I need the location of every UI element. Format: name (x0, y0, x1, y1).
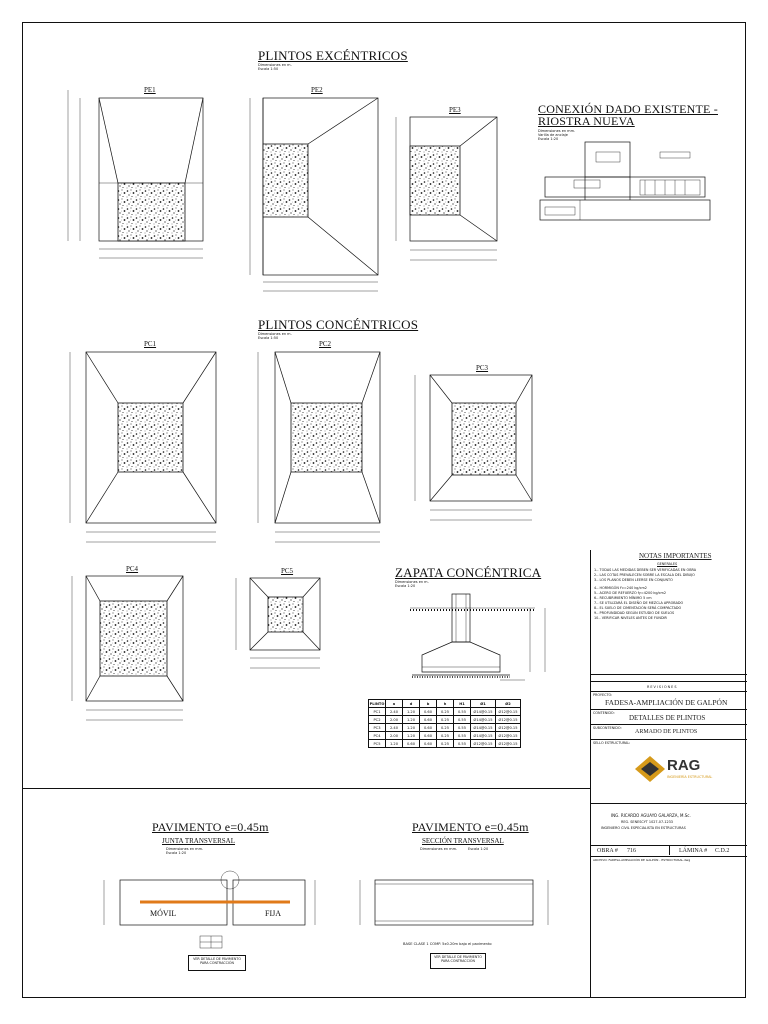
note-conexion-dim: Dimensiones en mm. (538, 129, 576, 133)
pavimento-seccion-detail (360, 880, 548, 925)
nota-9: 9.- PROFUNDIDAD SEGÚN ESTUDIO DE SUELOS (594, 611, 675, 615)
label-pe1: PE1 (144, 86, 156, 94)
heading-pavimento-seccion: PAVIMENTO e=0.45m (412, 820, 529, 834)
table-header-cell: a (386, 700, 403, 708)
note-seccion-base: BASE CLASE 1 COMP. 5x0.20m bajo el pavimento (403, 942, 492, 946)
plinto-pc2 (258, 352, 380, 542)
tb-divider (591, 691, 747, 692)
heading-plintos-excentricos: PLINTOS EXCÉNTRICOS (258, 48, 408, 63)
tb-divider (591, 724, 747, 725)
heading-zapata: ZAPATA CONCÉNTRICA (395, 565, 542, 580)
table-row (369, 716, 521, 724)
label-movil: MÓVIL (150, 909, 177, 918)
title-block (590, 550, 746, 998)
firma-line-1: ING. RICARDO AGUAYO GALARZA, M.Sc. (611, 813, 691, 818)
table-cell: Ø12@0.15 (496, 740, 521, 748)
table-row (369, 732, 521, 740)
lamina-label: LÁMINA # (679, 848, 708, 854)
pavimento-junta-detail (104, 871, 315, 948)
table-cell: 0.60 (420, 732, 437, 740)
plinto-pe1 (68, 90, 203, 258)
note-seccion-scale: Escala 1:20 (468, 847, 489, 851)
plinto-pe3 (396, 117, 497, 260)
table-cell: 0.60 (403, 740, 420, 748)
table-header-cell: Ø2 (496, 700, 521, 708)
table-cell: Ø12@0.15 (471, 740, 496, 748)
heading-plintos-concentricos: PLINTOS CONCÉNTRICOS (258, 317, 419, 332)
label-pe2: PE2 (311, 86, 323, 94)
table-cell: 1.20 (386, 740, 403, 748)
contenido-label: CONTENIDO: (593, 711, 615, 715)
table-cell: PC3 (369, 724, 386, 732)
tb-divider (591, 856, 747, 857)
plinto-pe2 (250, 98, 378, 291)
note-junta-scale: Escala 1:20 (166, 851, 187, 855)
heading-conexion-2: RIOSTRA NUEVA (538, 114, 635, 128)
table-header-cell: Ø1 (471, 700, 496, 708)
table-cell: 0.60 (420, 740, 437, 748)
proyecto-value: FADESA-AMPLIACIÓN DE GALPÓN (605, 698, 728, 707)
table-cell: PC1 (369, 708, 386, 716)
table-cell: 0.55 (454, 716, 471, 724)
table-cell: 1.20 (403, 708, 420, 716)
nota-2: 2.- LAS COTAS PREVALECEN SOBRE LA ESCALA DEL DIBUJO (594, 573, 695, 577)
heading-pavimento-junta: PAVIMENTO e=0.45m (152, 820, 269, 834)
table-cell: Ø12@0.15 (496, 724, 521, 732)
table-row (369, 708, 521, 716)
note-concentricos-scale: Escala 1:50 (258, 336, 279, 340)
zapata-table (368, 699, 521, 748)
label-fija: FIJA (265, 909, 282, 918)
table-cell: 0.25 (437, 716, 454, 724)
table-header-cell: b (420, 700, 437, 708)
table-cell: Ø14@0.15 (471, 732, 496, 740)
table-cell: 0.60 (420, 708, 437, 716)
tb-divider (591, 709, 747, 710)
label-pc4: PC4 (126, 565, 139, 573)
table-row (369, 724, 521, 732)
archivo-text: ARCHIVO: FADESA-AMPLIACIÓN DE GALPÓN - ESTRUCTURAL.dwg (593, 858, 691, 862)
logo-text: RAG (667, 757, 701, 774)
tb-divider (591, 803, 747, 804)
table-cell: Ø14@0.15 (471, 724, 496, 732)
table-header-cell: h (437, 700, 454, 708)
label-pc3: PC3 (476, 364, 489, 372)
proyecto-label: PROYECTO: (593, 693, 613, 697)
note-seccion-dim: Dimensiones en mm. (420, 847, 458, 851)
heading-conexion-1: CONEXIÓN DADO EXISTENTE - (538, 102, 718, 116)
table-cell: Ø12@0.15 (496, 716, 521, 724)
plinto-pc5 (236, 578, 320, 668)
table-cell: 2.40 (386, 708, 403, 716)
tb-divider (591, 674, 747, 675)
subcontenido-value: ARMADO DE PLINTOS (635, 729, 698, 735)
note-junta-dim: Dimensiones en mm. (166, 847, 204, 851)
nota-4: 4.- HORMIGÓN f'c=240 kg/cm2 (594, 586, 647, 590)
nota-6: 6.- RECUBRIMIENTO MÍNIMO 5 cm (594, 596, 652, 600)
table-row (369, 740, 521, 748)
plinto-pc4 (72, 576, 183, 720)
note-zapata-scale: Escala 1:20 (395, 584, 416, 588)
revisiones-label: REVISIONES (647, 685, 678, 689)
table-cell: PC4 (369, 732, 386, 740)
subcontenido-label: SUBCONTENIDO: (593, 726, 622, 730)
table-cell: Ø14@0.15 (471, 716, 496, 724)
table-cell: Ø12@0.15 (496, 732, 521, 740)
table-header-cell: H1 (454, 700, 471, 708)
note-box-seccion: VER DETALLE DE PAVIMENTO PARA CONTRACCIÓN (430, 953, 486, 969)
tb-divider (591, 681, 747, 682)
table-cell: 2.00 (386, 716, 403, 724)
table-cell: 0.55 (454, 724, 471, 732)
label-pc1: PC1 (144, 340, 157, 348)
nota-10: 10.- VERIFICAR NIVELES ANTES DE FUNDIR (594, 616, 667, 620)
note-zapata-dim: Dimensiones en m. (395, 580, 429, 584)
note-conexion-scale: Escala 1:20 (538, 137, 559, 141)
table-cell: 0.25 (437, 740, 454, 748)
table-cell: 1.20 (403, 732, 420, 740)
firma-line-2: REG. SENESCYT 1027-07-1233 (621, 820, 673, 824)
label-pc5: PC5 (281, 567, 294, 575)
table-cell: PC5 (369, 740, 386, 748)
table-cell: 0.55 (454, 740, 471, 748)
table-cell: 0.25 (437, 724, 454, 732)
table-cell: 0.55 (454, 708, 471, 716)
table-cell: 2.40 (386, 724, 403, 732)
label-pc2: PC2 (319, 340, 332, 348)
logo-subtext: INGENIERÍA ESTRUCTURAL (667, 775, 713, 779)
tb-divider (591, 739, 747, 740)
table-cell: 0.25 (437, 732, 454, 740)
table-cell: 2.00 (386, 732, 403, 740)
rag-logo-icon (635, 756, 665, 782)
contenido-value: DETALLES DE PLINTOS (629, 714, 706, 722)
subheading-junta: JUNTA TRANSVERSAL (162, 837, 236, 845)
table-cell: Ø14@0.15 (471, 708, 496, 716)
table-cell: 1.20 (403, 724, 420, 732)
conexion-detail (540, 142, 710, 220)
nota-1: 1.- TODAS LAS MEDIDAS DEBEN SER VERIFICADAS EN OBRA (594, 568, 697, 572)
note-conexion-anchor: Varilla de anclaje (538, 133, 568, 137)
table-cell: 0.55 (454, 732, 471, 740)
table-cell: Ø12@0.15 (496, 708, 521, 716)
sello-label: SELLO ESTRUCTURAL: (593, 741, 631, 745)
nota-3: 3.- LOS PLANOS DEBEN LEERSE EN CONJUNTO (594, 578, 673, 582)
obra-value: 716 (627, 848, 636, 854)
tb-vdivider (669, 845, 670, 855)
plinto-pc3 (415, 375, 532, 520)
table-header-cell: d (403, 700, 420, 708)
note-box-junta: VER DETALLE DE PAVIMENTO PARA CONTRACCIÓN (188, 955, 246, 971)
nota-8: 8.- EL SUELO DE CIMENTACIÓN SERÁ COMPACTADO (594, 606, 682, 610)
nota-7: 7.- SE UTILIZARÁ EL DISEÑO DE MEZCLA APROBADO (594, 601, 684, 605)
note-excentricos-scale: Escala 1:50 (258, 67, 279, 71)
firma-line-3: INGENIERO CIVIL ESPECIALISTA EN ESTRUCTURAS (601, 826, 686, 830)
table-cell: PC2 (369, 716, 386, 724)
subheading-seccion: SECCIÓN TRANSVERSAL (422, 837, 504, 845)
table-cell: 0.25 (437, 708, 454, 716)
lamina-value: C.D.2 (715, 848, 730, 854)
table-cell: 0.60 (420, 724, 437, 732)
table-header-cell: PLINTO (369, 701, 385, 706)
table-cell: 1.20 (403, 716, 420, 724)
nota-5: 5.- ACERO DE REFUERZO fy=4200 kg/cm2 (594, 591, 667, 595)
notas-title: NOTAS IMPORTANTES (639, 552, 712, 560)
zapata-table-header (369, 700, 521, 708)
notas-generales: GENERALES (657, 562, 678, 566)
note-concentricos-dim: Dimensiones en m. (258, 332, 292, 336)
obra-label: OBRA # (597, 848, 618, 854)
label-pe3: PE3 (449, 106, 461, 114)
plinto-pc1 (70, 352, 216, 542)
table-cell: 0.60 (420, 716, 437, 724)
zapata-section (410, 594, 545, 680)
note-excentricos-dim: Dimensiones en m. (258, 63, 292, 67)
